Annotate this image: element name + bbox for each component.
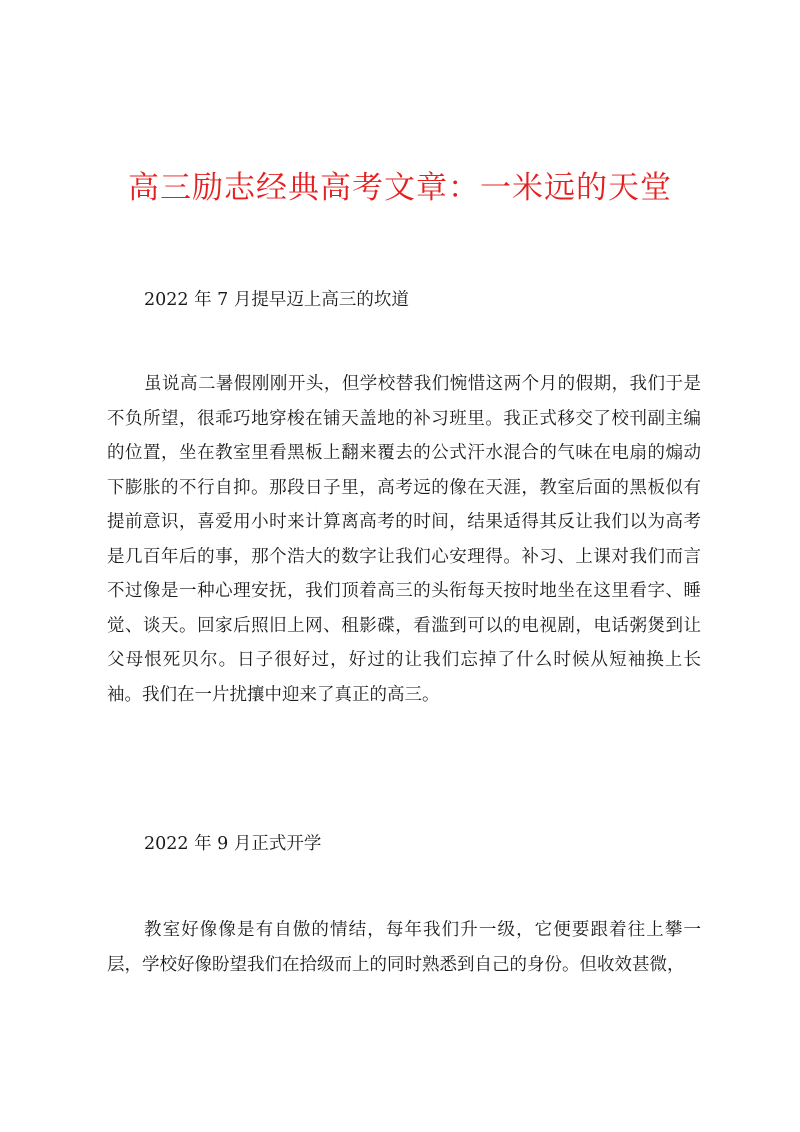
- section-heading-july: 2022 年 7 月提早迈上高三的坎道: [144, 290, 409, 310]
- section-heading-september: 2022 年 9 月正式开学: [144, 834, 322, 854]
- section-paragraph-july: 虽说高二暑假刚刚开头，但学校替我们惋惜这两个月的假期，我们于是不负所望，很乖巧地穿梭在铺天盖地的补习班里。我正式移交了校刊副主编的位置，坐在教室里看黑板上翻来覆去的公式汗水混合的气味在电扇的煽动下膨胀的不行自抑。那段日子里，高考远的像在天涯，教室后面的黑板似有提前意识，喜爱用小时来计算离高考的时间，结果适得其反让我们以为高考是几百年后的事，那个浩大的数字让我们心安理得。补习、上课对我们而言不过像是一种心理安抚，我们顶着高三的头衔每天按时地坐在这里看字、睡觉、谈天。回家后照旧上网、租影碟，看滥到可以的电视剧，电话粥煲到让父母恨死贝尔。日子很好过，好过的让我们忘掉了什么时候从短袖换上长袖。我们在一片扰攘中迎来了真正的高三。: [107, 374, 701, 705]
- section-paragraph-september: 教室好像像是有自傲的情结，每年我们升一级，它便要跟着往上攀一层，学校好像盼望我们在拾级而上的同时熟悉到自己的身份。但收效甚微，: [107, 920, 701, 975]
- document-title: 高三励志经典高考文章：一米远的天堂: [128, 170, 672, 206]
